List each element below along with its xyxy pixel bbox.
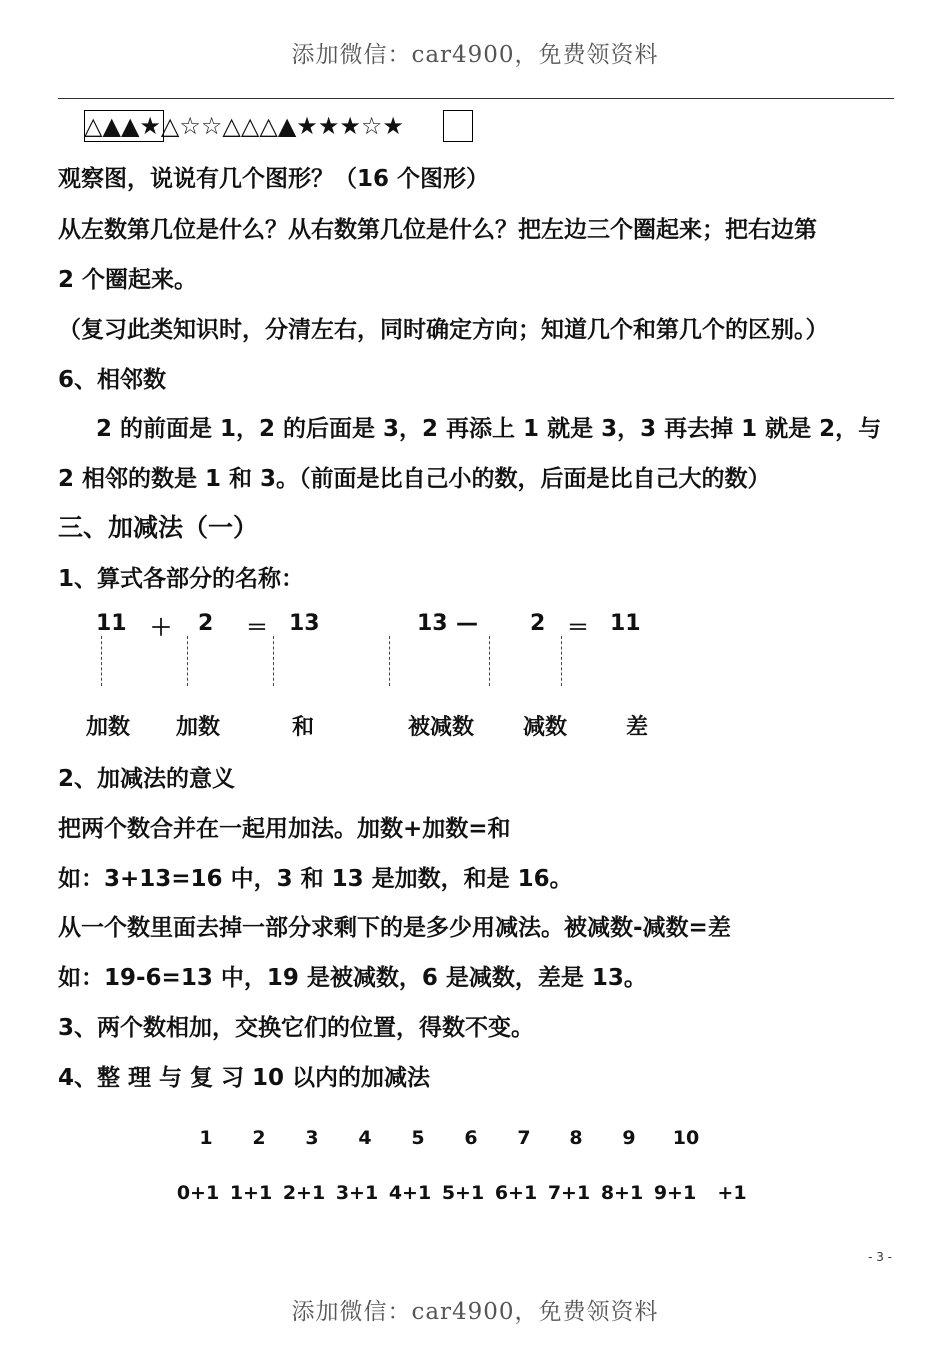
table-number-9: 9 bbox=[622, 1127, 636, 1149]
watermark-bottom: 添加微信：car4900，免费领资料 bbox=[291, 1299, 659, 1325]
table-number-4: 4 bbox=[358, 1127, 372, 1149]
add-operand-b: 2 bbox=[198, 611, 214, 636]
shapes-row bbox=[84, 110, 404, 142]
meaning-title: 2、加减法的意义 bbox=[58, 766, 236, 792]
table-number-10: 10 bbox=[672, 1127, 700, 1149]
shapes-box-right bbox=[443, 110, 473, 142]
shape-4: ★ bbox=[139, 112, 161, 140]
sub-operand-b: 2 bbox=[530, 611, 546, 636]
commutative-rule: 3、两个数相加，交换它们的位置，得数不变。 bbox=[58, 1015, 535, 1041]
sub-equals: ＝ bbox=[567, 616, 590, 641]
review-note: （复习此类知识时，分清左右，同时确定方向；知道几个和第几个的区别。） bbox=[58, 317, 829, 343]
shape-6: ☆ bbox=[179, 112, 201, 140]
shape-9: △ bbox=[240, 112, 260, 140]
label-subtrahend: 减数 bbox=[523, 715, 568, 740]
shape-2: ▲ bbox=[102, 112, 121, 140]
table-number-5: 5 bbox=[411, 1127, 425, 1149]
table-expr-1: 0+1 bbox=[176, 1182, 220, 1204]
label-difference: 差 bbox=[626, 715, 649, 740]
add-operator: ＋ bbox=[150, 616, 173, 641]
dash-difference bbox=[561, 636, 562, 686]
left-right-question-2: 2 个圈起来。 bbox=[58, 267, 198, 293]
section3-title: 三、加减法（一） bbox=[58, 513, 259, 542]
page-number: - 3 - bbox=[868, 1250, 892, 1264]
shape-5: △ bbox=[160, 112, 180, 140]
dash-addend2 bbox=[187, 636, 188, 686]
add-definition: 把两个数合并在一起用加法。加数+加数=和 bbox=[58, 816, 511, 842]
table-expr-5: 4+1 bbox=[388, 1182, 432, 1204]
shape-11: ▲ bbox=[277, 112, 297, 140]
table-number-3: 3 bbox=[305, 1127, 319, 1149]
watermark-top: 添加微信：car4900，免费领资料 bbox=[291, 42, 659, 68]
shape-14: ★ bbox=[339, 112, 361, 140]
label-addend-1: 加数 bbox=[86, 715, 131, 740]
sub-operator: — bbox=[456, 611, 478, 636]
shape-12: ★ bbox=[296, 112, 318, 140]
review-title: 4、整 理 与 复 习 10 以内的加减法 bbox=[58, 1065, 431, 1091]
table-expr-8: 7+1 bbox=[547, 1182, 591, 1204]
dash-sum bbox=[273, 636, 274, 686]
add-example: 如：3+13=16 中，3 和 13 是加数，和是 16。 bbox=[58, 866, 573, 892]
table-number-1: 1 bbox=[199, 1127, 213, 1149]
table-expr-3: 2+1 bbox=[282, 1182, 326, 1204]
sub-result: 11 bbox=[610, 611, 641, 636]
table-expr-11: +1 bbox=[717, 1182, 747, 1204]
adjacent-text-1: 2 的前面是 1，2 的后面是 3，2 再添上 1 就是 3，3 再去掉 1 就是 2，与 bbox=[96, 416, 882, 442]
parts-title: 1、算式各部分的名称： bbox=[58, 566, 305, 592]
table-expr-7: 6+1 bbox=[494, 1182, 538, 1204]
sub-example: 如：19-6=13 中，19 是被减数，6 是减数，差是 13。 bbox=[58, 965, 647, 991]
dash-subtrahend bbox=[489, 636, 490, 686]
label-minuend: 被减数 bbox=[408, 715, 475, 740]
shape-13: ★ bbox=[317, 112, 340, 140]
shape-3: ▲ bbox=[120, 112, 140, 140]
left-right-question-1: 从左数第几位是什么？从右数第几位是什么？把左边三个圈起来；把右边第 bbox=[58, 217, 817, 243]
adjacent-text-2: 2 相邻的数是 1 和 3。（前面是比自己小的数，后面是比自己大的数） bbox=[58, 466, 771, 492]
header-rule bbox=[58, 98, 894, 99]
shape-16: ★ bbox=[382, 112, 404, 140]
table-number-7: 7 bbox=[517, 1127, 531, 1149]
shape-8: △ bbox=[222, 112, 241, 140]
adjacent-title: 6、相邻数 bbox=[58, 367, 167, 393]
observe-question: 观察图，说说有几个图形？（16 个图形） bbox=[58, 166, 490, 192]
label-addend-2: 加数 bbox=[176, 715, 221, 740]
table-number-6: 6 bbox=[464, 1127, 478, 1149]
sub-operand-a: 13 bbox=[417, 611, 448, 636]
sub-definition: 从一个数里面去掉一部分求剩下的是多少用减法。被减数-减数=差 bbox=[58, 915, 731, 941]
table-expr-4: 3+1 bbox=[335, 1182, 379, 1204]
table-expr-6: 5+1 bbox=[441, 1182, 485, 1204]
table-expr-10: 9+1 bbox=[653, 1182, 697, 1204]
dash-minuend bbox=[389, 636, 390, 686]
shape-15: ☆ bbox=[360, 112, 383, 140]
shape-1: △ bbox=[84, 112, 103, 140]
add-operand-a: 11 bbox=[96, 611, 127, 636]
label-sum: 和 bbox=[292, 715, 315, 740]
table-number-8: 8 bbox=[569, 1127, 583, 1149]
shape-7: ☆ bbox=[200, 112, 223, 140]
add-equals: ＝ bbox=[246, 616, 269, 641]
add-result: 13 bbox=[289, 611, 320, 636]
table-number-2: 2 bbox=[252, 1127, 266, 1149]
dash-addend1 bbox=[101, 636, 102, 686]
shape-10: △ bbox=[259, 112, 278, 140]
table-expr-9: 8+1 bbox=[600, 1182, 644, 1204]
table-expr-2: 1+1 bbox=[229, 1182, 273, 1204]
